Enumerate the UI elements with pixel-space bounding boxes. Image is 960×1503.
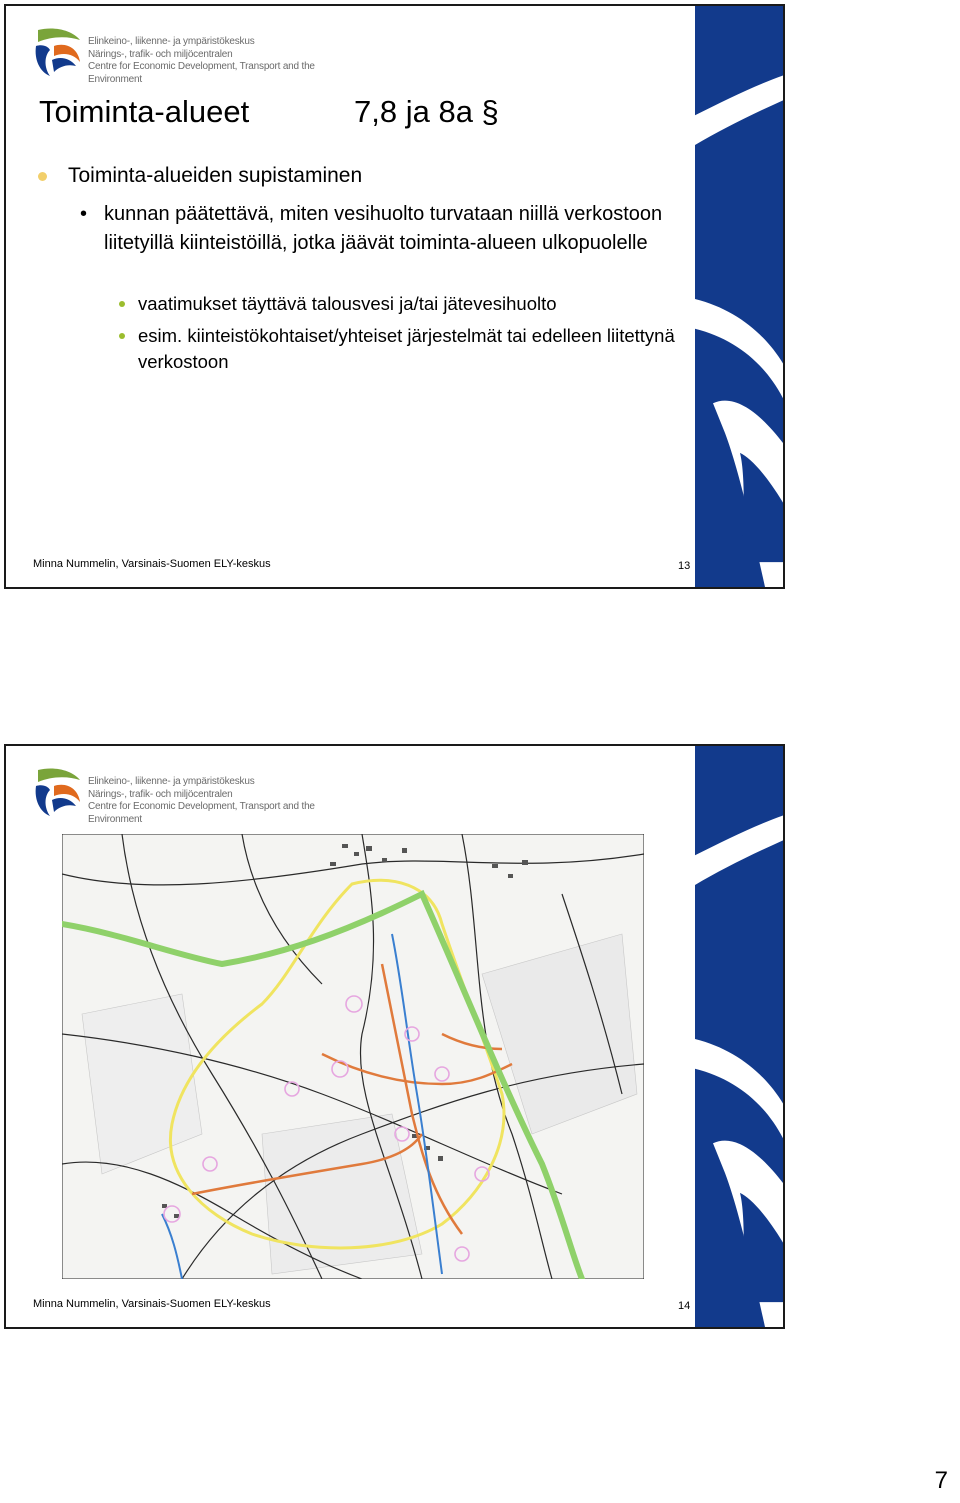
- org-name-fi: Elinkeino-, liikenne- ja ympäristökeskus: [88, 36, 255, 47]
- org-name-sv: Närings-, trafik- och miljöcentralen: [88, 788, 233, 800]
- slide-13: [4, 4, 785, 589]
- bullet-dot-icon: [38, 172, 47, 181]
- bullet-level1-text: Toiminta-alueiden supistaminen: [68, 164, 363, 187]
- org-name-en: Centre for Economic Development, Transport and the Environment: [88, 61, 315, 85]
- slide-page-number: 13: [678, 560, 691, 572]
- ely-brand-sidebar: [695, 746, 783, 1327]
- org-name-en: Centre for Economic Development, Transport and the Environment: [88, 801, 315, 825]
- slide-title-section: 7,8 ja 8a §: [354, 94, 499, 129]
- slide-14: [4, 744, 785, 1329]
- org-name-fi: Elinkeino-, liikenne- ja ympäristökeskus: [88, 776, 255, 787]
- ely-emblem-icon: [32, 766, 84, 820]
- bullet-level1: [68, 164, 362, 188]
- bullet-marker: •: [80, 203, 88, 225]
- bullet-level3-a: [138, 291, 698, 317]
- ely-emblem-icon: [32, 26, 84, 80]
- bullet-level3-text: vaatimukset täyttävä talousvesi ja/tai jätevesihuolto: [138, 293, 557, 314]
- bullet-level2: [80, 200, 694, 257]
- bullet-level3-text: esim. kiinteistökohtaiset/yhteiset järjestelmät tai edelleen liitettynä verkostoon: [138, 325, 675, 372]
- bullet-dot-icon: [119, 301, 125, 307]
- bullet-dot-icon: [119, 333, 125, 339]
- org-name-sv: Närings-, trafik- och miljöcentralen: [88, 48, 233, 60]
- slide-footer: Minna Nummelin, Varsinais-Suomen ELY-keskus: [33, 1298, 271, 1310]
- ely-logo: [32, 26, 362, 85]
- bullet-level3-b: [138, 323, 698, 375]
- slide-footer: Minna Nummelin, Varsinais-Suomen ELY-keskus: [33, 558, 271, 570]
- water-service-area-map: [62, 834, 644, 1279]
- slide-page-number: 14: [678, 1300, 691, 1312]
- sheet-page-number: 7: [934, 1467, 948, 1494]
- slide-title: Toiminta-alueet: [39, 94, 250, 129]
- bullet-level2-text: kunnan päätettävä, miten vesihuolto turvataan niillä verkostoon liitetyillä kiinteistöillä, jotka jäävät toiminta-alueen ulkopuolelle: [104, 203, 663, 254]
- ely-logo: [32, 766, 362, 825]
- ely-brand-sidebar: [695, 6, 783, 587]
